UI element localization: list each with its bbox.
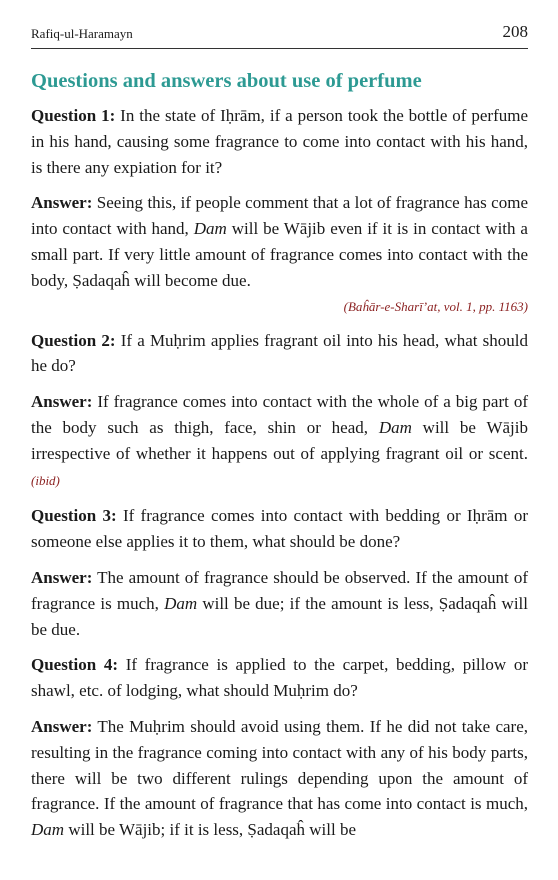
answer-text: will be due; if the amount is less, Ṣadaqaĥ will be due.	[31, 593, 528, 639]
question-4	[31, 652, 528, 704]
answer-text: will be Wājib irrespective of whether it happens out of applying fragrant oil or scent.	[31, 417, 528, 463]
answer-2	[31, 389, 528, 493]
reference: (Baĥār-e-Sharī’at, vol. 1, pp. 1163)	[343, 298, 528, 314]
question-text: If fragrance comes into contact with bedding or Iḥrām or someone else applies it to them, what should be done?	[31, 506, 528, 552]
answer-label: Answer:	[31, 716, 93, 736]
term-dam: Dam	[378, 417, 412, 437]
question-text: In the state of Iḥrām, if a person took the bottle of perfume in his hand, causing some fragrance to come into contact with his hand, is there any expiation for it?	[31, 106, 529, 177]
reference-line	[31, 298, 528, 316]
question-2	[31, 328, 528, 380]
question-label: Question 3:	[31, 506, 117, 526]
answer-text: If fragrance comes into contact with the whole of a big part of the body such as thigh, face, shin or head,	[31, 392, 528, 437]
section-title: Questions and answers about use of perfume	[31, 70, 422, 92]
term-dam: Dam	[31, 820, 65, 840]
reference: (ibid)	[31, 472, 60, 488]
answer-label: Answer:	[31, 567, 93, 587]
question-text: If fragrance is applied to the carpet, bedding, pillow or shawl, etc. of lodging, what should Muḥrim do?	[31, 655, 528, 701]
answer-text: Seeing this, if people comment that a lot of fragrance has come into contact with hand,	[31, 193, 528, 239]
page-header	[31, 0, 528, 49]
answer-text: will be Wājib; if it is less, Ṣadaqaĥ will be	[64, 820, 357, 840]
answer-text: will be Wājib even if it is in contact with a small part. If very little amount of fragrance comes into contact with the body, Ṣadaqaĥ will become due.	[31, 219, 528, 290]
question-3	[31, 503, 528, 555]
question-text: If a Muḥrim applies fragrant oil into his head, what should he do?	[31, 330, 529, 376]
answer-4	[31, 714, 528, 843]
book-title: Rafiq-ul-Haramayn	[31, 26, 133, 41]
term-dam: Dam	[193, 219, 227, 239]
answer-text: The amount of fragrance should be observed. If the amount of fragrance is much,	[31, 567, 528, 613]
page-number: 208	[502, 22, 528, 41]
answer-label: Answer:	[31, 193, 93, 213]
question-label: Question 2:	[31, 330, 116, 350]
question-label: Question 4:	[31, 655, 119, 675]
answer-text: The Muḥrim should avoid using them. If he did not take care, resulting in the fragrance coming into contact with any of his body parts, there will be two different rulings depending upon the amount of fragrance. If the amount of fragrance that has come into contact is much,	[31, 716, 528, 814]
term-dam: Dam	[164, 593, 198, 613]
answer-1	[31, 190, 528, 293]
answer-label: Answer:	[31, 392, 93, 412]
answer-3	[31, 565, 528, 642]
question-label: Question 1:	[31, 106, 116, 125]
question-1	[31, 103, 528, 180]
